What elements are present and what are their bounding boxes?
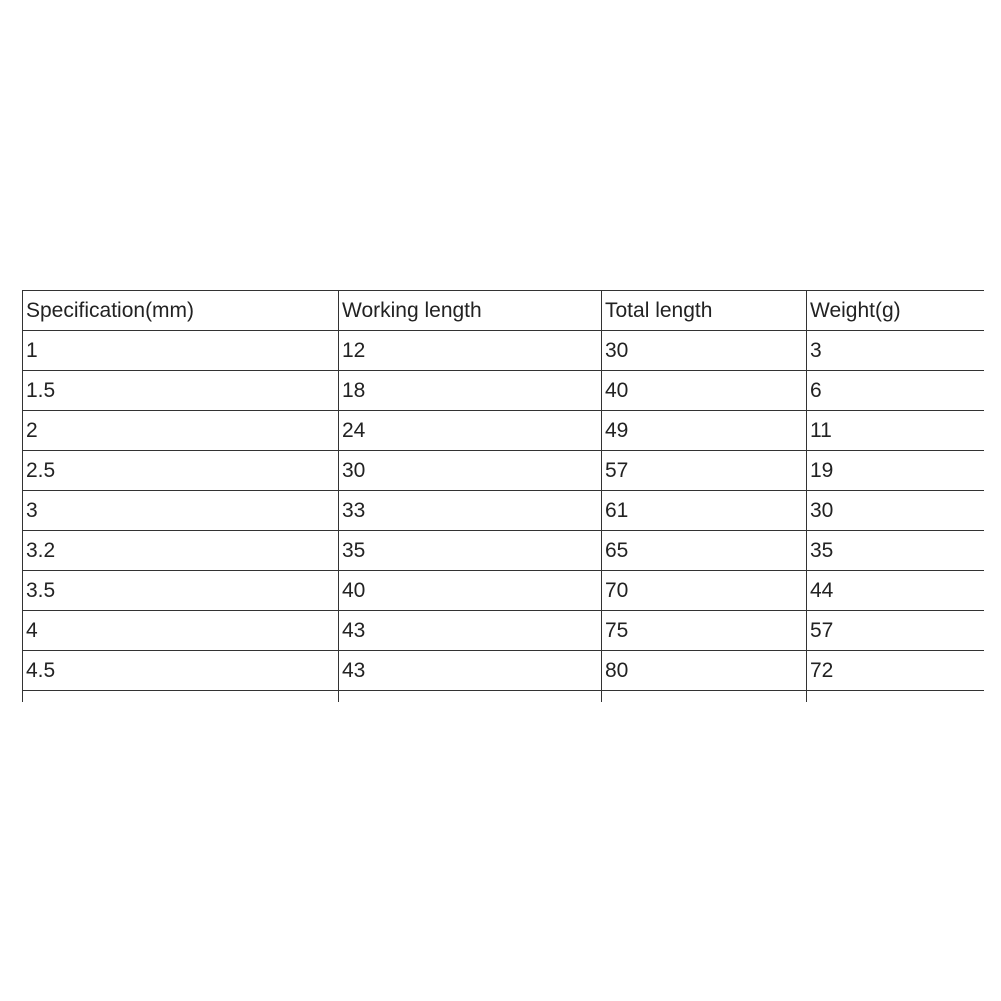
working-length-cell: 43: [339, 651, 602, 691]
header-weight: Weight(g): [807, 291, 985, 331]
empty-cell: [339, 691, 602, 703]
header-total-length: Total length: [602, 291, 807, 331]
working-length-cell: 35: [339, 531, 602, 571]
weight-cell: 3: [807, 331, 985, 371]
total-length-cell: 65: [602, 531, 807, 571]
working-length-cell: 12: [339, 331, 602, 371]
spec-table-container: [22, 290, 984, 702]
specification-cell: 1: [23, 331, 339, 371]
table-row: [23, 491, 985, 531]
specification-cell: 2: [23, 411, 339, 451]
header-specification: Specification(mm): [23, 291, 339, 331]
specification-cell: 2.5: [23, 451, 339, 491]
total-length-cell: 80: [602, 651, 807, 691]
spec-table: [22, 290, 984, 702]
empty-cell: [807, 691, 985, 703]
total-length-cell: 61: [602, 491, 807, 531]
working-length-cell: 40: [339, 571, 602, 611]
table-row-cutoff: [23, 691, 985, 703]
total-length-cell: 75: [602, 611, 807, 651]
total-length-cell: 49: [602, 411, 807, 451]
weight-cell: 19: [807, 451, 985, 491]
table-body: [23, 291, 985, 703]
weight-cell: 35: [807, 531, 985, 571]
working-length-cell: 33: [339, 491, 602, 531]
total-length-cell: 57: [602, 451, 807, 491]
table-row: [23, 531, 985, 571]
working-length-cell: 30: [339, 451, 602, 491]
weight-cell: 72: [807, 651, 985, 691]
header-working-length: Working length: [339, 291, 602, 331]
working-length-cell: 24: [339, 411, 602, 451]
table-row: [23, 331, 985, 371]
empty-cell: [23, 691, 339, 703]
table-row: [23, 651, 985, 691]
table-row: [23, 571, 985, 611]
specification-cell: 1.5: [23, 371, 339, 411]
empty-cell: [602, 691, 807, 703]
table-row: [23, 411, 985, 451]
total-length-cell: 70: [602, 571, 807, 611]
specification-cell: 3: [23, 491, 339, 531]
working-length-cell: 18: [339, 371, 602, 411]
total-length-cell: 30: [602, 331, 807, 371]
working-length-cell: 43: [339, 611, 602, 651]
table-row: [23, 611, 985, 651]
specification-cell: 3.2: [23, 531, 339, 571]
weight-cell: 44: [807, 571, 985, 611]
specification-cell: 4: [23, 611, 339, 651]
weight-cell: 57: [807, 611, 985, 651]
table-header-row: [23, 291, 985, 331]
weight-cell: 30: [807, 491, 985, 531]
total-length-cell: 40: [602, 371, 807, 411]
specification-cell: 4.5: [23, 651, 339, 691]
table-row: [23, 371, 985, 411]
weight-cell: 6: [807, 371, 985, 411]
table-row: [23, 451, 985, 491]
weight-cell: 11: [807, 411, 985, 451]
specification-cell: 3.5: [23, 571, 339, 611]
